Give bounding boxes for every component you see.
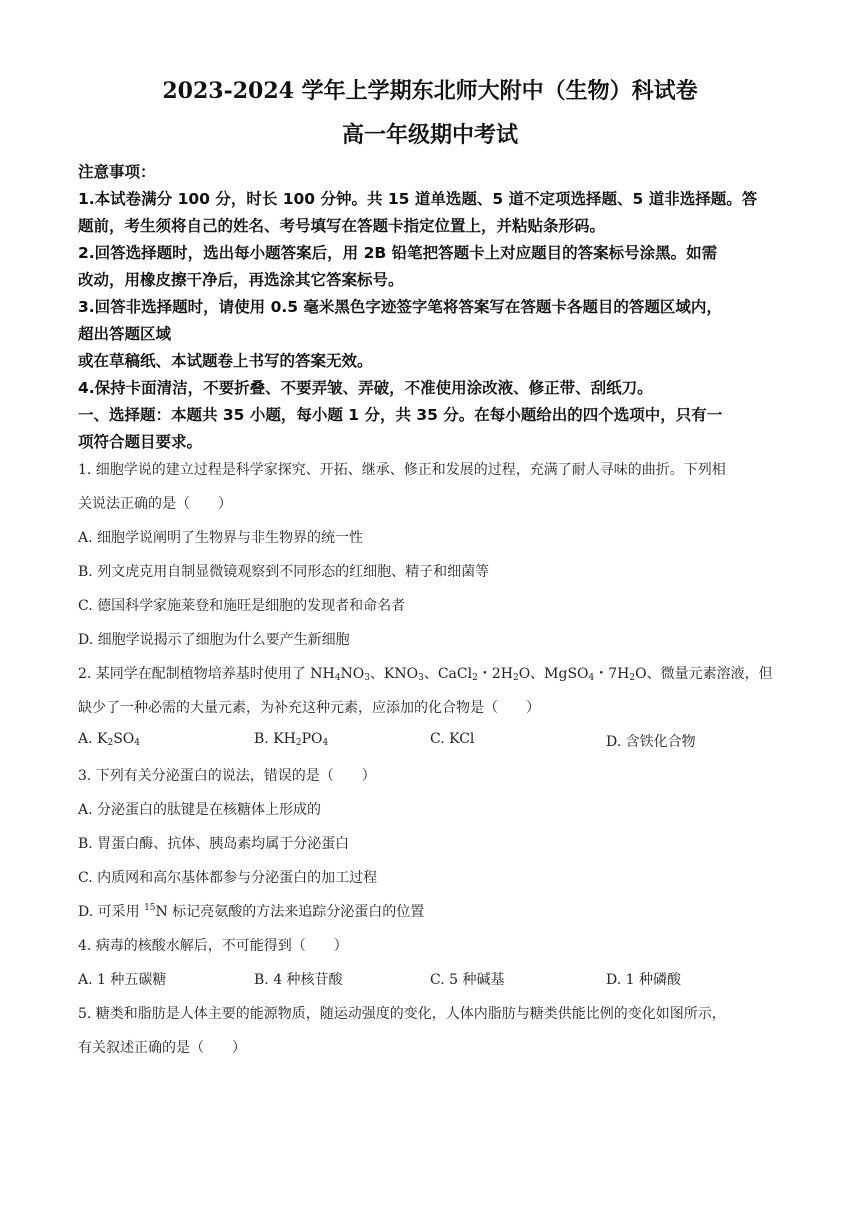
- notice-line: 3.回答非选择题时，请使用 0.5 毫米黑色字迹签字笔将答案写在答题卡各题目的答题区域内，: [78, 298, 722, 316]
- question-4-option-b: B. 4 种核苷酸: [254, 972, 343, 988]
- question-5-stem: 有关叙述正确的是（ ）: [78, 1040, 246, 1056]
- question-2-option-d: D. 含铁化合物: [606, 734, 696, 750]
- question-3-option-d: D. 可采用 $^{15}$N 标记亮氨酸的方法来追踪分泌蛋白的位置: [78, 903, 425, 920]
- question-1-option-b: B. 列文虎克用自制显微镜观察到不同形态的红细胞、精子和细菌等: [78, 564, 490, 580]
- question-3-stem: 3. 下列有关分泌蛋白的说法，错误的是（ ）: [78, 768, 376, 784]
- question-2-option-b: B. $KH_2PO_4$: [254, 731, 329, 748]
- question-4-option-c: C. 5 种碱基: [430, 972, 505, 988]
- notice-heading: 注意事项：: [78, 163, 156, 181]
- section-heading: 项符合题目要求。: [78, 433, 203, 451]
- question-1-option-a: A. 细胞学说阐明了生物界与非生物界的统一性: [78, 530, 364, 546]
- notice-line: 1.本试卷满分 100 分，时长 100 分钟。共 15 道单选题、5 道不定项选择题、5 道非选择题。答: [78, 190, 758, 208]
- notice-line: 2.回答选择题时，选出每小题答案后，用 2B 铅笔把答题卡上对应题目的答案标号涂黑。如需: [78, 244, 718, 262]
- question-4-option-a: A. 1 种五碳糖: [78, 972, 167, 988]
- notice-line: 超出答题区域: [78, 325, 172, 343]
- question-1-stem: 关说法正确的是（ ）: [78, 496, 232, 512]
- question-2-option-a: A. $K_2SO_4$: [78, 731, 141, 748]
- question-5-stem: 5. 糖类和脂肪是人体主要的能源物质，随运动强度的变化，人体内脂肪与糖类供能比例的变化如图所示，: [78, 1006, 726, 1022]
- question-1-option-d: D. 细胞学说揭示了细胞为什么要产生新细胞: [78, 632, 350, 648]
- notice-line: 或在草稿纸、本试题卷上书写的答案无效。: [78, 352, 373, 370]
- notice-line: 4.保持卡面清洁，不要折叠、不要弄皱、弄破，不准使用涂改液、修正带、刮纸刀。: [78, 379, 653, 397]
- question-3-option-b: B. 胃蛋白酶、抗体、胰岛素均属于分泌蛋白: [78, 836, 350, 852]
- notice-line: 改动，用橡皮擦干净后，再选涂其它答案标号。: [78, 271, 404, 289]
- question-2-stem: 2. 某同学在配制植物培养基时使用了 $NH_4NO_3$、$KNO_3$、CaCl$_2$・$2H_2O$、MgSO$_4$・$7H_2O$、微量元素溶液，但: [78, 666, 773, 683]
- exam-subtitle: 高一年级期中考试: [341, 122, 518, 148]
- question-1-option-c: C. 德国科学家施莱登和施旺是细胞的发现者和命名者: [78, 598, 406, 614]
- question-2-option-c: C. KCl: [430, 731, 475, 747]
- question-4-stem: 4. 病毒的核酸水解后，不可能得到（ ）: [78, 938, 348, 954]
- question-2-stem: 缺少了一种必需的大量元素，为补充这种元素，应添加的化合物是（ ）: [78, 700, 540, 716]
- question-3-option-c: C. 内质网和高尔基体都参与分泌蛋白的加工过程: [78, 870, 378, 886]
- question-1-stem: 1. 细胞学说的建立过程是科学家探究、开拓、继承、修正和发展的过程，充满了耐人寻味的曲折。下列相: [78, 462, 726, 478]
- question-3-option-a: A. 分泌蛋白的肽键是在核糖体上形成的: [78, 802, 322, 818]
- section-heading: 一、选择题：本题共 35 小题，每小题 1 分，共 35 分。在每小题给出的四个选项中，只有一: [78, 406, 723, 424]
- question-4-option-d: D. 1 种磷酸: [606, 972, 681, 988]
- notice-line: 题前，考生须将自己的姓名、考号填写在答题卡指定位置上，并粘贴条形码。: [78, 217, 606, 235]
- exam-title: 2023-2024 学年上学期东北师大附中（生物）科试卷: [162, 78, 698, 104]
